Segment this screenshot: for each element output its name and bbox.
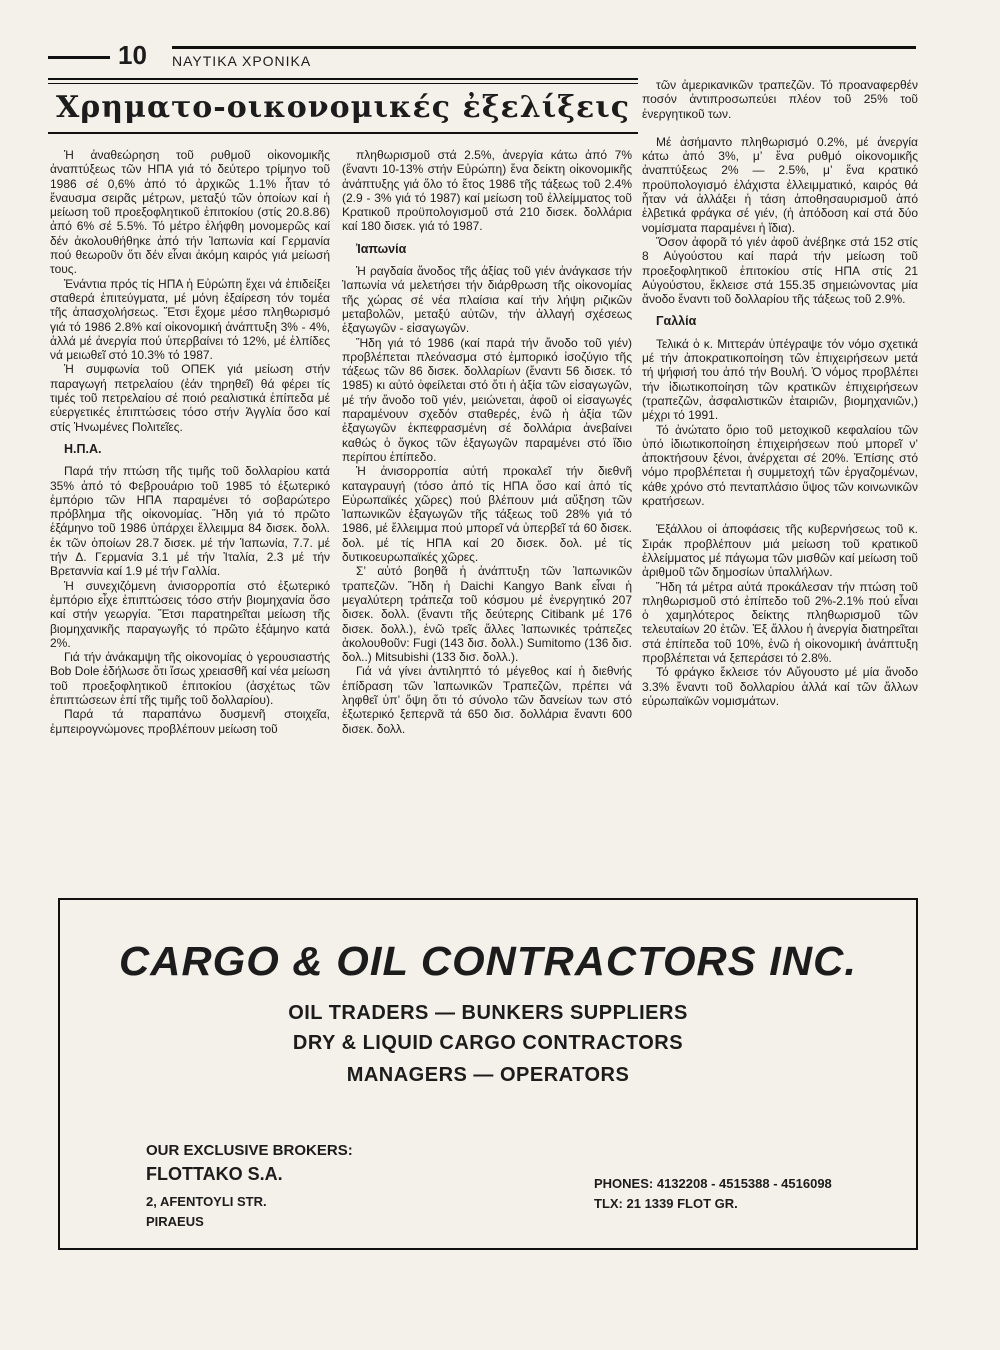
title-rule-top xyxy=(48,78,638,80)
magazine-name: ΝΑΥΤΙΚΑ ΧΡΟΝΙΚΑ xyxy=(172,53,312,69)
title-rule-bottom xyxy=(48,132,638,134)
ad-brokers-name: FLOTTAKO S.A. xyxy=(146,1164,283,1184)
paragraph: Ἤδη γιά τό 1986 (καί παρά τήν ἄνοδο τοῦ γιέν) προβλέπεται πλεόνασμα στό ἐμπορικό ἰσοζύγιο τῆς τάξεως τῶν 86 δισεκ. δολλαρίων (ἔναντι 56 δισεκ. τό 1985) κι αὐτό ὀφείλεται στό ὅτι ἡ ἀξία τῶν εἰσαγωγῶν, μέ τήν ἄνοδο τοῦ γιέν, μειώνεται, ἀφοῦ οἱ εἰσαγωγές παραμένουν σχεδόν σταθερές, ἐνῶ ἡ ἀξία τῶν ἐξαγωγῶν ἐκπεφρασμένη σέ δολλάρια ἀνεβαίνει καθώς ὁ ὄγκος τῶν ἐξαγωγῶν παραμένει στό ἴδιο περίπου ἐπίπεδο. xyxy=(342,335,632,464)
paragraph: Γιά τήν ἀνάκαμψη τῆς οἰκονομίας ὁ γερουσιαστής Bob Dole ἐδήλωσε ὅτι ἴσως χρειασθῆ καί νέα μείωση τοῦ προεξοφλητικοῦ ἐπιτοκίου (ἀσχέτως τῶν ἐπιπτώσεων ἐπί τῆς τιμῆς τοῦ δολλαρίου). xyxy=(50,650,330,707)
title-rule-top-thin xyxy=(48,83,638,84)
page-number: 10 xyxy=(118,40,147,70)
paragraph: Τό φράγκο ἔκλεισε τόν Αὔγουστο μέ μία ἄνοδο 3.3% ἔναντι τοῦ δολλαρίου ἀλλά καί τῶν ἄλλων εὐρωπαϊκῶν νομισμάτων. xyxy=(642,665,918,708)
header-rule-left xyxy=(48,56,110,59)
paragraph: Ἡ συνεχιζόμενη ἀνισορροπία στό ἐξωτερικό ἐμπόριο εἶχε ἐπιπτώσεις τόσο στήν βιομηχανία ὅσο καί στήν γεωργία. Ἔτσι παρατηρεῖται μείωση τῆς βιομηχανικῆς παραγωγῆς τό πρῶτο ἑξάμηνο κατά 2%. xyxy=(50,578,330,650)
paragraph: Ἐξάλλου οἱ ἀποφάσεις τῆς κυβερνήσεως τοῦ κ. Σιράκ προβλέπουν μιά μείωση τοῦ κρατικοῦ ἐλλείμματος μέ πάγωμα τῶν μισθῶν καί μείωση τοῦ ἀριθμοῦ τῶν δημοσίων ὑπαλλήλων. xyxy=(642,522,918,580)
paragraph: Μέ ἀσήμαντο πληθωρισμό 0.2%, μέ ἀνεργία κάτω ἀπό 3%, μ’ ἕνα ρυθμό οἰκονομικῆς ἀναπτύξεως 2% — 2.5%, μ’ ἕνα κρατικό προϋπολογισμό ἐλάχιστα ἐλλειμματικό, καιρός θά ἦταν νά ἀλλάξει ἡ τάση ἀποθησαυρισμοῦ ἀπό ἑλβετικά φράγκα σέ γιέν, (ἡ ἀπόδοση καί στά δύο νομίσματα παραμένει ἡ ἴδια). xyxy=(642,134,918,235)
paragraph: Τελικά ὁ κ. Μιττεράν ὑπέγραψε τόν νόμο σχετικά μέ τήν ἀποκρατικοποίηση τῶν ἐπιχειρήσεων μετά τή ψήφισή του ἀπό τήν Βουλή. Ὁ νόμος προβλέπει τήν ἰδιωτικοποίηση τῶν κρατικῶν ἐπιχειρήσεων (τραπεζῶν, ἀσφαλιστικῶν ἑταιριῶν, βιομηχανιῶν,) μέχρι τό 1991. xyxy=(642,336,918,423)
article-column-1 xyxy=(50,148,330,736)
advertisement xyxy=(58,898,918,1250)
paragraph: Γιά νά γίνει ἀντιληπτό τό μέγεθος καί ἡ διεθνής ἐπίδραση τῶν Ἰαπωνικῶν Τραπεζῶν, πρέπει νά ληφθεῖ ὑπ’ ὄψη ὅτι τό σύνολο τῶν δανείων των στό ἐξωτερικό ξεπερνᾶ τά 650 δισ. δολλάρια ἔναντι 600 δισεκ. δολλ. xyxy=(342,664,632,736)
paragraph: Ἐνάντια πρός τίς ΗΠΑ ἡ Εὐρώπη ἔχει νά ἐπιδείξει σταθερά ἐπιτεύγματα, μέ μόνη ἐξαίρεση τόν τομέα τῆς ἀπασχολήσεως. Ἔτσι ἔχομε μέσο πληθωρισμό γιά τό 1986 2.8% καί οἰκονομική ἀνάπτυξη 3% - 4%, ἀλλά μέ ἀνεργία πού ὑπερβαίνει τό 12%, μέ ἐλπίδες νά μειωθεῖ στό 10.3% τό 1987. xyxy=(50,276,330,363)
ad-phones: PHONES: 4132208 - 4515388 - 4516098 xyxy=(594,1176,832,1191)
paragraph: Παρά τήν πτώση τῆς τιμῆς τοῦ δολλαρίου κατά 35% ἀπό τό Φεβρουάριο τοῦ 1985 τό ἐξωτερικό ἐμπόριο τῶν ΗΠΑ παραμένει τό σοβαρώτερο πρόβλημα τῆς οἰκονομίας. Ἤδη γιά τό πρῶτο ἑξάμηνο τοῦ 1986 ὑπάρχει ἔλλειμμα 84 δισεκ. δολλ. ἐκ τῶν ὁποίων 28.7 δισεκ. μέ τήν Ἰαπωνία, 7.7. μέ τήν Δ. Γερμανία 3.1 μέ τήν Ἰταλία, 2.3 μέ τήν Βρεταννία καί 1.9 μέ τήν Γαλλία. xyxy=(50,464,330,579)
paragraph: Ἡ συμφωνία τοῦ ΟΠΕΚ γιά μείωση στήν παραγωγή πετρελαίου (ἐάν τηρηθεῖ) θά φέρει τίς τιμές τοῦ πετρελαίου σέ ποιό ρεαλιστικά ἐπίπεδα μέ εὐεργετικές ἐπιπτώσεις τόσο στήν Ἀγγλία ὅσο καί στίς Ἡνωμένες Πολιτεῖες. xyxy=(50,362,330,434)
paragraph: Ὅσον ἀφορᾶ τό γιέν ἀφοῦ ἀνέβηκε στά 152 στίς 8 Αὐγούστου καί παρά τήν μείωση τοῦ προεξοφλητικοῦ ἐπιτοκίου στίς ΗΠΑ στίς 21 Αὐγούστου, ἔκλεισε στά 155.35 σημειώνοντας μία ἄνοδο ἔναντι τοῦ δολλαρίου τῆς τάξεως τοῦ 2.9%. xyxy=(642,234,918,307)
ad-service-line-2: DRY & LIQUID CARGO CONTRACTORS xyxy=(292,1032,684,1054)
paragraph: τῶν ἀμερικανικῶν τραπεζῶν. Τό προαναφερθέν ποσόν ἀντιπροσωπεύει πλέον τοῦ 25% τοῦ ἐνεργητικοῦ των. xyxy=(642,78,918,121)
paragraph: Παρά τά παραπάνω δυσμενῆ στοιχεῖα, ἐμπειρογνώμονες προβλέπουν μείωση τοῦ xyxy=(50,707,330,736)
paragraph: πληθωρισμοῦ στά 2.5%, ἀνεργία κάτω ἀπό 7% (ἔναντι 10-13% στήν Εὐρώπη) ἕνα δείκτη οἰκονομικῆς ἀνάπτυξης γιά ὅλο τό ἔτος 1986 τῆς τάξεως τοῦ 2.4% (2.9 - 3% γιά τό 1987) καί μείωση τοῦ ἐλλείμματος τοῦ Κρατικοῦ προϋπολογισμοῦ στά 210 δισεκ. δολλάρια καί 180 δισεκ. γιά τό 1987. xyxy=(342,148,632,234)
paragraph: Ἡ ἀνισορροπία αὐτή προκαλεῖ τήν διεθνῆ καταγραυγή (τόσο ἀπό τίς ΗΠΑ ὅσο καί ἀπό τίς Εὐρωπαϊκές χῶρες) πού βλέπουν μιά αὔξηση τῶν Ἰαπωνικῶν ἐξαγωγῶν τῆς τάξεως τοῦ 28% γιά τό 1986, μέ ἔλλειμμα πού μπορεῖ νά ὑπερβεῖ τά 60 δισεκ. δολ. μέ τίς ΗΠΑ καί 20 δισεκ. δολ. μέ τίς δυτικοευρωπαϊκές χῶρες. xyxy=(342,464,632,565)
ad-company-name: CARGO & OIL CONTRACTORS INC. xyxy=(119,938,857,984)
section-heading-france: Γαλλία xyxy=(656,314,697,329)
paragraph: Ἡ ραγδαία ἄνοδος τῆς ἀξίας τοῦ γιέν ἀνάγκασε τήν Ἰαπωνία νά μελετήσει τήν διάρθρωση τῆς οἰκονομίας τῆς χώρας σέ νέα πλαίσια καί τήν λήψη ριζικῶν μεταβολῶν, μεταξύ αὐτῶν, τήν ἀλλαγή σχέσεως ἐξαγωγῶν - εἰσαγωγῶν. xyxy=(342,264,632,336)
ad-address-line-2: PIRAEUS xyxy=(146,1214,204,1229)
header-rule-right xyxy=(172,46,916,49)
spacer xyxy=(642,121,918,135)
section-heading-japan: Ἰαπωνία xyxy=(356,241,407,256)
paragraph: Ἡ ἀναθεώρηση τοῦ ρυθμοῦ οἰκονομικῆς ἀναπτύξεως τῶν ΗΠΑ γιά τό δεύτερο τρίμηνο τοῦ 1986 σέ 0,6% ἀπό τό ἀρχικῶς 1.1% ἦταν τό ἔναυσμα σειρᾶς μέτρων, μεταξύ τῶν ὁποίων καί ἡ μείωση τοῦ προεξοφλητικοῦ ἐπιτοκίου (στίς 20.8.86) ἀπό 6% σέ 5.5%. Τό μέτρο ἐλήφθη μονομερῶς καί δέν ἀκολουθήθηκε ἀπό τήν Ἰαπωνία καί Γερμανία πού θεωροῦν ὅτι δέν εἶναι ἀκόμη καιρός γιά μείωσή τους. xyxy=(50,148,330,277)
article-column-2 xyxy=(342,148,632,736)
article-title: Χρηματο-οικονομικές ἐξελίξεις xyxy=(56,90,631,125)
section-heading-usa: Η.Π.Α. xyxy=(64,441,102,456)
paragraph: Ἤδη τά μέτρα αὐτά προκάλεσαν τήν πτώση τοῦ πληθωρισμοῦ στό ἐπίπεδο τοῦ 2%-2.1% πού εἶναι ὁ χαμηλότερος δείκτης πληθωρισμοῦ τῶν τελευταίων 20 ἐτῶν. Ἐξ ἄλλου ἡ ἀνεργία διατηρεῖται στά ἐπίπεδα τοῦ 10%, ἐνῶ ἡ οἰκονομική ἀνάπτυξη προβλέπεται νά ξεπεράσει τό 2.8%. xyxy=(642,579,918,665)
paragraph: Σ’ αὐτό βοηθᾶ ἡ ἀνάπτυξη τῶν Ἰαπωνικῶν τραπεζῶν. Ἤδη ἡ Daichi Kangyo Bank εἶναι ἡ μεγαλύτερη τράπεζα τοῦ κόσμου μέ ἐνεργητικό 207 δισεκ. δολλ. (ἔναντι τῆς δεύτερης Citibank μέ 176 δισεκ. δολλ.), ἐνῶ τρεῖς ἄλλες Ἰαπωνικές τράπεζες ἀκολουθοῦν: Fugi (143 δισ. δολλ.) Sumitomo (136 δισ. δολ..) Mitsubishi (133 δισ. δολλ.). xyxy=(342,564,632,665)
ad-address-line-1: 2, AFENTOYLI STR. xyxy=(146,1194,267,1209)
article-column-3 xyxy=(642,78,918,708)
ad-brokers-label: OUR EXCLUSIVE BROKERS: xyxy=(146,1142,353,1159)
ad-service-line-3: MANAGERS — OPERATORS xyxy=(346,1064,630,1086)
spacer xyxy=(642,508,918,522)
paragraph: Τό ἀνώτατο ὅριο τοῦ μετοχικοῦ κεφαλαίου τῶν ὑπό ἰδιωτικοποίηση ἐπιχειρήσεων πού μπορεῖ ν’ ἀποκτήσουν ξένοι, ἀνέρχεται σέ 20%. Ἐπίσης στό νόμο προβλέπεται ἡ συμμετοχή τῶν ἐργαζομένων, κάθε χρόνο στό πενταπλάσιο ὕψος τῶν κοινωνικῶν κρατήσεων. xyxy=(642,422,918,509)
ad-telex: TLX: 21 1339 FLOT GR. xyxy=(594,1196,738,1211)
ad-service-line-1: OIL TRADERS — BUNKERS SUPPLIERS xyxy=(288,1002,688,1024)
